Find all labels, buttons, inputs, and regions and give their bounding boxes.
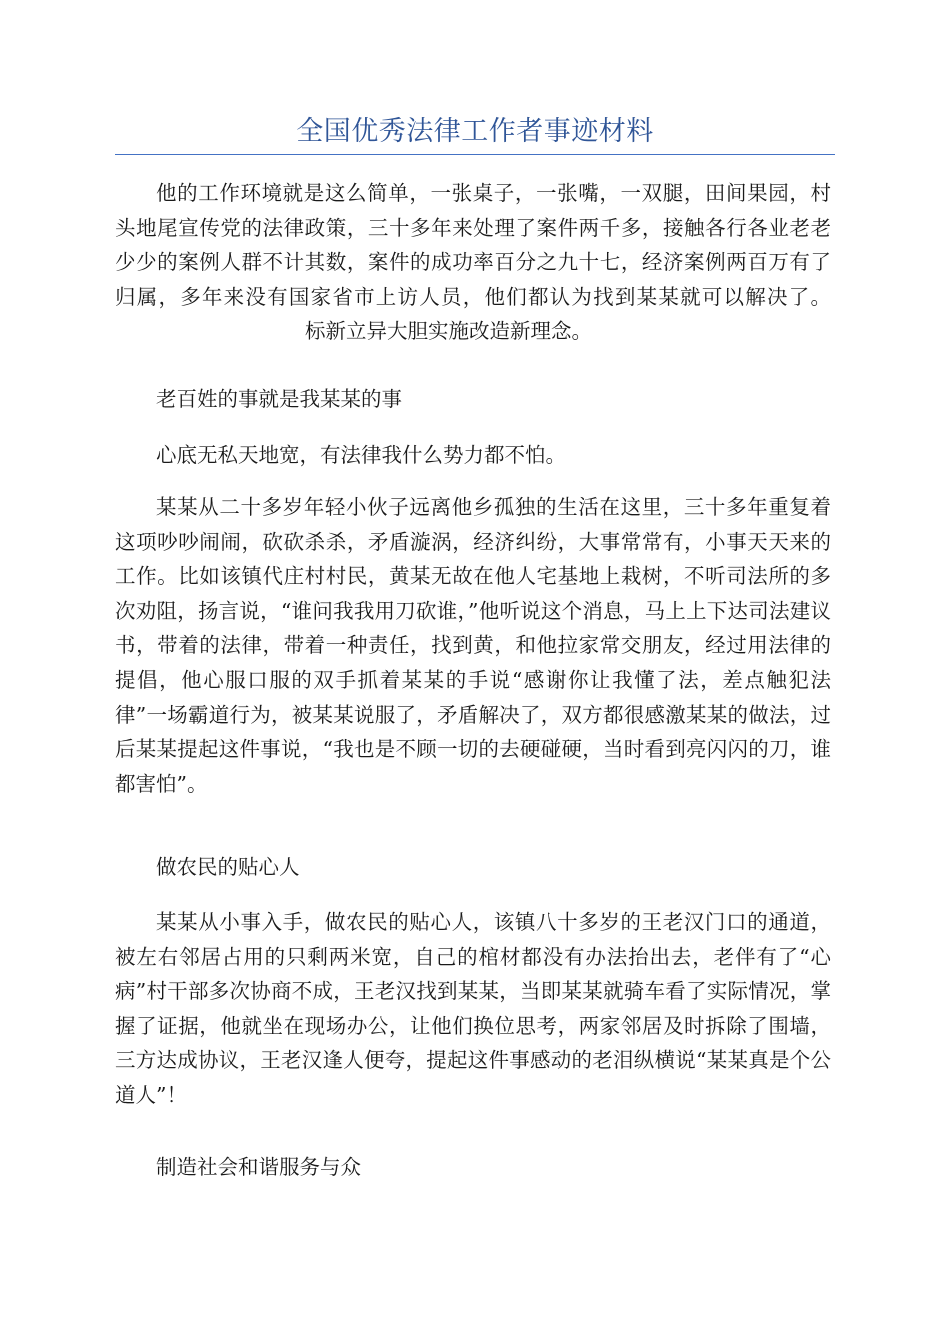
section-heading-social-harmony: 制造社会和谐服务与众 <box>156 1155 361 1179</box>
section-heading-common-people: 老百姓的事就是我某某的事 <box>156 387 402 411</box>
paragraph-thirty-years: 某某从二十多岁年轻小伙子远离他乡孤独的生活在这里，三十多年重复着这项吵吵闹闹，砍砍杀杀，矛盾漩涡，经济纠纷，大事常常有，小事天天来的工作。比如该镇代庄村村民，黄某无故在他人宅基地上栽树，不听司法所的多次劝阻，扬言说，“谁问我我用刀砍谁，”他听说这个消息，马上上下达司法建议书，带着的法律，带着一种责任，找到黄，和他拉家常交朋友，经过用法律的提倡，他心服口服的双手抓着某某的手说“感谢你让我懂了法，差点触犯法律”一场霸道行为，被某某说服了，矛盾解决了，双方都很感激某某的做法，过后某某提起这件事说，“我也是不顾一切的去硬碰硬，当时看到亮闪闪的刀，谁都害怕”。 <box>115 495 831 796</box>
paragraph-work-environment <box>115 176 831 349</box>
paragraph-text: 标新立异大胆实施改造新理念。 <box>305 319 592 344</box>
section-heading-farmers-friend: 做农民的贴心人 <box>156 855 300 879</box>
paragraph-old-wang: 某某从小事入手，做农民的贴心人，该镇八十多岁的王老汉门口的通道，被左右邻居占用的只剩两米宽，自己的棺材都没有办法抬出去，老伴有了“心病”村干部多次协商不成，王老汉找到某某，当即某某就骑车看了实际情况，掌握了证据，他就坐在现场办公，让他们换位思考，两家邻居及时拆除了围墙，三方达成协议，王老汉逢人便夸，提起这件事感动的老泪纵横说“某某真是个公道人”！ <box>115 910 831 1107</box>
paragraph-no-fear: 心底无私天地宽，有法律我什么势力都不怕。 <box>156 443 566 467</box>
title-underline <box>115 154 835 155</box>
document-title: 全国优秀法律工作者事迹材料 <box>296 116 654 147</box>
paragraph-text: 他的工作环境就是这么简单，一张桌子，一张嘴，一双腿，田间果园，村头地尾宣传党的法律政策，三十多年来处理了案件两千多，接触各行各业老老少少的案例人群不计其数，案件的成功率百分之九十七，经济案例两百万有了归属，多年来没有国家省市上访人员，他们都认为找到某某就可以解决了。 <box>115 181 831 309</box>
